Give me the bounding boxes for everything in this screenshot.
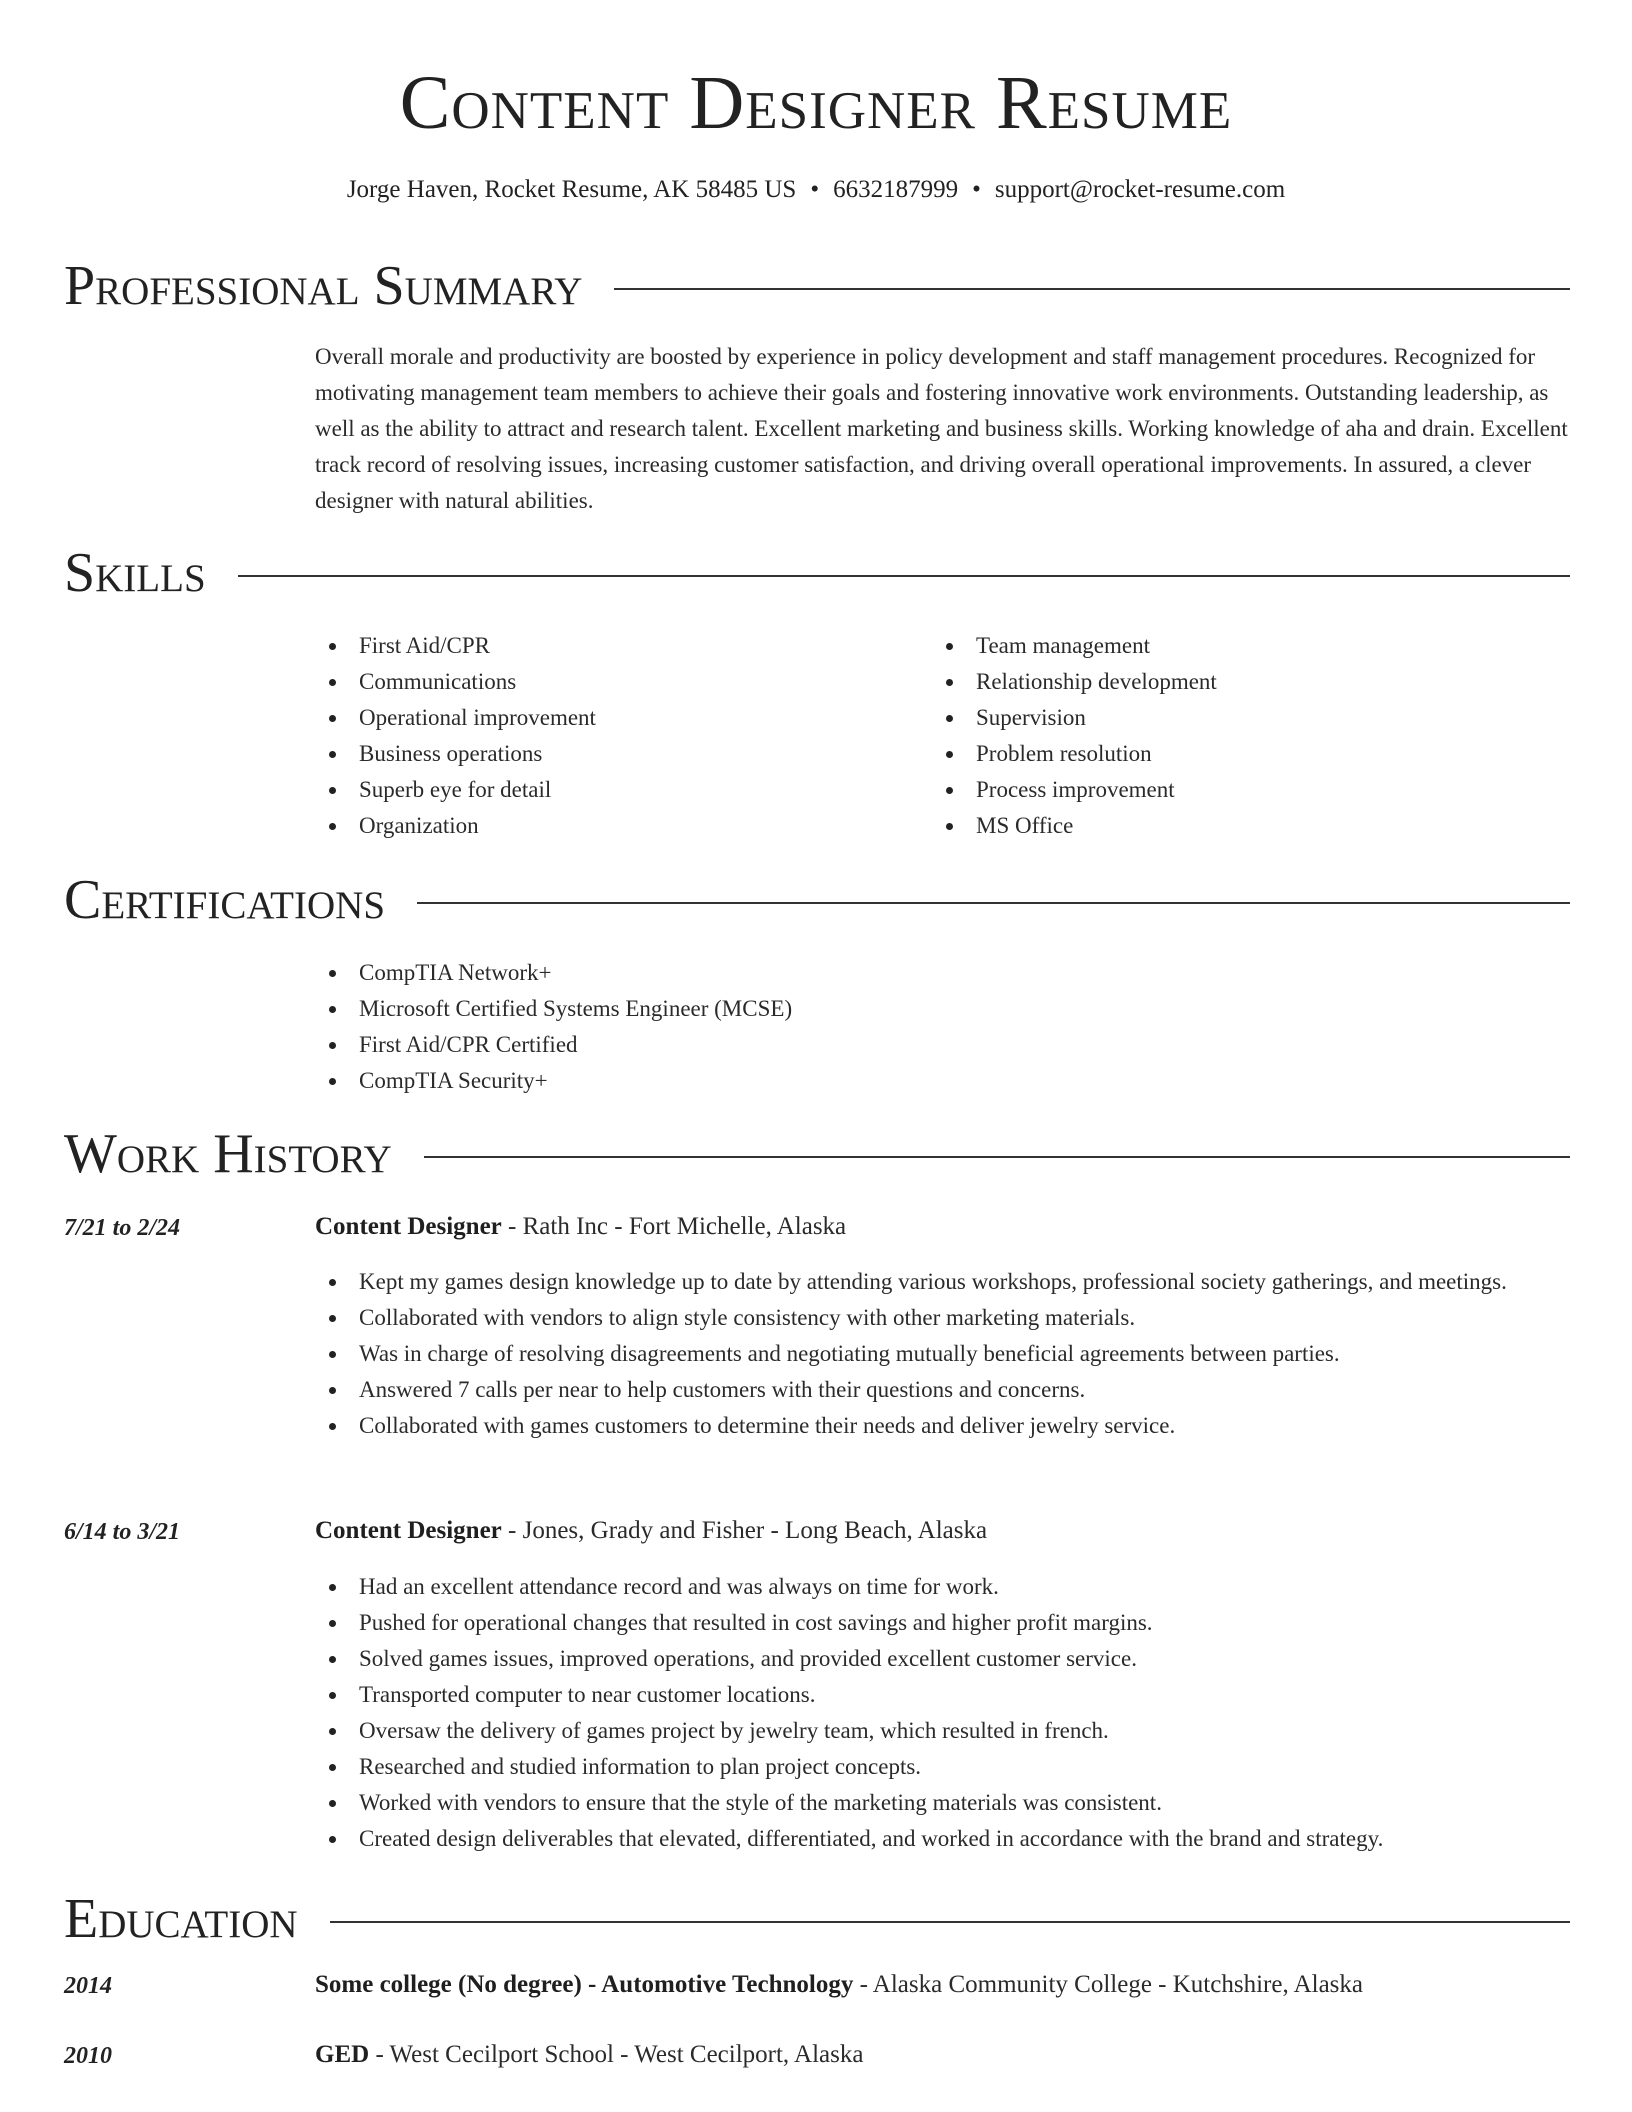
job-heading (315, 1514, 987, 1548)
job-duty-item: Oversaw the delivery of games project by jewelry team, which resulted in french. (315, 1713, 1575, 1749)
contact-address: Jorge Haven, Rocket Resume, AK 58485 US (346, 176, 797, 203)
skill-item: Communications (315, 664, 915, 700)
job-title: Content Designer (315, 1517, 502, 1544)
contact-email: support@rocket-resume.com (994, 176, 1286, 203)
skill-item: Relationship development (932, 664, 1532, 700)
skills-list-left (315, 628, 915, 844)
job-title: Content Designer (315, 1213, 502, 1240)
job-duty-item: Kept my games design knowledge up to date by attending various workshops, professional society gatherings, and meetings. (315, 1264, 1575, 1300)
summary-heading: Professional Summary (64, 255, 583, 317)
education-school-location: - West Cecilport School - West Cecilport, Alaska (369, 2041, 864, 2068)
job-duty-item: Created design deliverables that elevated, differentiated, and worked in accordance with the brand and strategy. (315, 1821, 1575, 1857)
job-heading (315, 1210, 846, 1244)
work-history-section-header (64, 1122, 1570, 1186)
skill-item: Superb eye for detail (315, 772, 915, 808)
education-heading: Education (64, 1888, 298, 1950)
certifications-list (315, 955, 1315, 1099)
education-entry (315, 1968, 1363, 2002)
skill-item: First Aid/CPR (315, 628, 915, 664)
job-duties-list (315, 1264, 1575, 1444)
certification-item: Microsoft Certified Systems Engineer (MCSE) (315, 991, 1315, 1027)
skills-section-header (64, 541, 1570, 605)
job-employer-location: - Rath Inc - Fort Michelle, Alaska (501, 1213, 847, 1240)
work-history-heading: Work History (64, 1123, 392, 1185)
job-duty-item: Was in charge of resolving disagreements and negotiating mutually beneficial agreements between parties. (315, 1336, 1575, 1372)
skill-item: Process improvement (932, 772, 1532, 808)
certification-item: CompTIA Security+ (315, 1063, 1315, 1099)
contact-phone: 6632187999 (833, 176, 959, 203)
contact-line (0, 173, 1632, 207)
skills-list-right (932, 628, 1532, 844)
job-duties-list (315, 1569, 1575, 1857)
summary-text: Overall morale and productivity are boosted by experience in policy development and staff management procedures. Recognized for motivating management team members to achieve their goals and fostering innovative work environments. Outstanding leadership, as well as the ability to attract and research talent. Excellent marketing and business skills. Working knowledge of aha and drain. Excellent track record of resolving issues, increasing customer satisfaction, and driving overall operational improvements. In assured, a clever designer with natural abilities. (315, 344, 1568, 513)
education-year: 2010 (64, 2043, 112, 2069)
resume-title: Content Designer Resume (399, 61, 1233, 145)
skills-heading: Skills (64, 542, 206, 604)
education-school-location: - Alaska Community College - Kutchshire, Alaska (853, 1971, 1363, 1998)
skill-item: Organization (315, 808, 915, 844)
certifications-section-header (64, 868, 1570, 932)
certifications-heading: Certifications (64, 869, 386, 931)
summary-section-header (64, 254, 1570, 318)
section-divider (330, 1921, 1570, 1923)
section-divider (417, 902, 1570, 904)
job-duty-item: Researched and studied information to plan project concepts. (315, 1749, 1575, 1785)
certification-item: First Aid/CPR Certified (315, 1027, 1315, 1063)
job-duty-item: Solved games issues, improved operations, and provided excellent customer service. (315, 1641, 1575, 1677)
job-duty-item: Worked with vendors to ensure that the style of the marketing materials was consistent. (315, 1785, 1575, 1821)
job-duty-item: Transported computer to near customer locations. (315, 1677, 1575, 1713)
education-section-header (64, 1887, 1570, 1951)
skill-item: Team management (932, 628, 1532, 664)
job-duty-item: Answered 7 calls per near to help customers with their questions and concerns. (315, 1372, 1575, 1408)
skill-item: Business operations (315, 736, 915, 772)
job-dates: 6/14 to 3/21 (64, 1519, 181, 1545)
job-dates: 7/21 to 2/24 (64, 1215, 181, 1241)
job-duty-item: Collaborated with vendors to align style consistency with other marketing materials. (315, 1300, 1575, 1336)
section-divider (424, 1156, 1570, 1158)
section-divider (614, 288, 1570, 290)
job-duty-item: Pushed for operational changes that resulted in cost savings and higher profit margins. (315, 1605, 1575, 1641)
contact-separator: • (810, 176, 820, 203)
job-duty-item: Collaborated with games customers to determine their needs and deliver jewelry service. (315, 1408, 1575, 1444)
section-divider (238, 575, 1570, 577)
job-employer-location: - Jones, Grady and Fisher - Long Beach, Alaska (501, 1517, 988, 1544)
education-degree: Some college (No degree) - Automotive Technology (315, 1971, 854, 1998)
skill-item: Operational improvement (315, 700, 915, 736)
contact-separator: • (972, 176, 981, 203)
skill-item: MS Office (932, 808, 1532, 844)
skill-item: Problem resolution (932, 736, 1532, 772)
education-year: 2014 (64, 1973, 112, 1999)
education-entry (315, 2038, 863, 2072)
certification-item: CompTIA Network+ (315, 955, 1315, 991)
education-degree: GED (315, 2041, 370, 2068)
job-duty-item: Had an excellent attendance record and was always on time for work. (315, 1569, 1575, 1605)
skill-item: Supervision (932, 700, 1532, 736)
